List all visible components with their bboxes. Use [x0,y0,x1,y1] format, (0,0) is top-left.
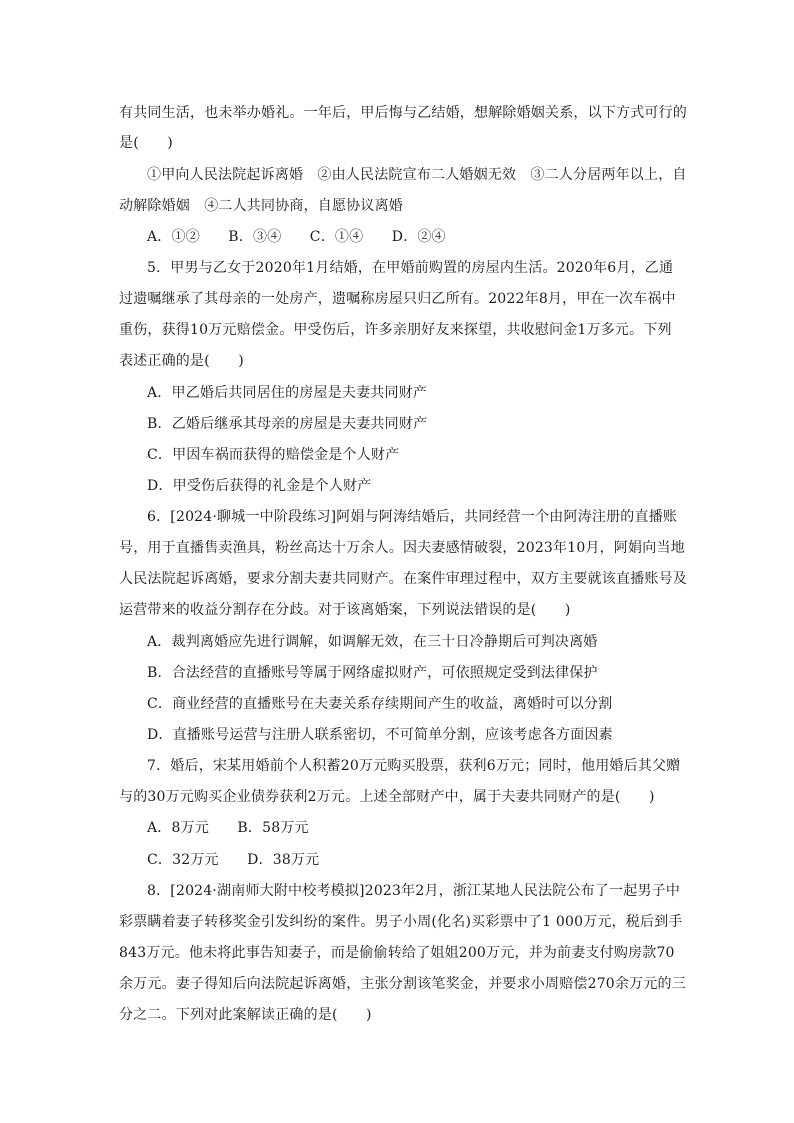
q6-option-c: C．商业经营的直播账号在夫妻关系存续期间产生的收益，离婚时可以分割 [147,696,613,712]
q4-stem-line-1: 有共同生活，也未举办婚礼。一年后，甲后悔与乙结婚，想解除婚姻关系，以下方式可行的 [119,105,687,121]
q4-items-line-2: 动解除婚姻 ④二人共同协商，自愿协议离婚 [119,198,403,214]
q6-option-a: A．裁判离婚应先进行调解，如调解无效，在三十日冷静期后可判决离婚 [147,634,598,650]
q5-stem-line-4: 表述正确的是( ) [119,353,244,369]
q5-stem-line-1: 5．甲男与乙女于2020年1月结婚，在甲婚前购置的房屋内生活。2020年6月，乙通 [147,260,674,276]
q6-option-d: D．直播账号运营与注册人联系密切，不可简单分割，应该考虑各方面因素 [147,727,613,743]
q5-stem-line-3: 重伤，获得10万元赔偿金。甲受伤后，许多亲朋好友来探望，共收慰问金1万多元。下列 [119,322,672,338]
q5-option-b: B．乙婚后继承其母亲的房屋是夫妻共同财产 [147,416,428,432]
q6-stem-line-1: 6．[2024·聊城一中阶段练习]阿娟与阿涛结婚后，共同经营一个由阿涛注册的直播账 [147,509,678,525]
q7-stem-line-1: 7．婚后，宋某用婚前个人积蓄20万元购买股票，获利6万元；同时，他用婚后其父赠 [147,758,681,774]
q5-stem-line-2: 过遗嘱继承了其母亲的一处房产，遗嘱称房屋只归乙所有。2022年8月，甲在一次车祸中 [119,291,676,307]
q6-stem-line-3: 人民法院起诉离婚，要求分割夫妻共同财产。在案件审理过程中，双方主要就该直播账号及 [119,571,687,587]
q8-stem-line-1: 8．[2024·湖南师大附中校考模拟]2023年2月，浙江某地人民法院公布了一起男子中 [147,883,681,899]
q8-stem-line-2: 彩票瞒着妻子转移奖金引发纠纷的案件。男子小周(化名)买彩票中了1 000万元，税后到手 [119,914,683,930]
q4-stem-line-2: 是( ) [119,135,173,151]
q7-stem-line-2: 与的30万元购买企业债券获利2万元。上述全部财产中，属于夫妻共同财产的是( ) [119,789,655,805]
q4-choices: A．①② B．③④ C．①④ D．②④ [147,229,446,245]
q7-choices-line-2: C．32万元 D．38万元 [147,852,320,868]
q6-stem-line-4: 运营带来的收益分割存在分歧。对于该离婚案，下列说法错误的是( ) [119,602,571,618]
q6-option-b: B．合法经营的直播账号等属于网络虚拟财产，可依照规定受到法律保护 [147,665,598,681]
q8-stem-line-4: 余万元。妻子得知后向法院起诉离婚，主张分割该笔奖金，并要求小周赔偿270余万元的三 [119,976,686,992]
q5-option-d: D．甲受伤后获得的礼金是个人财产 [147,478,372,494]
q5-option-a: A．甲乙婚后共同居住的房屋是夫妻共同财产 [147,385,428,401]
q5-option-c: C．甲因车祸而获得的赔偿金是个人财产 [147,447,400,463]
q8-stem-line-3: 843万元。他未将此事告知妻子，而是偷偷转给了姐姐200万元，并为前妻支付购房款70 [119,945,675,961]
q8-stem-line-5: 分之二。下列对此案解读正确的是( ) [119,1007,372,1023]
q7-choices-line-1: A．8万元 B．58万元 [147,820,309,836]
q6-stem-line-2: 号，用于直播售卖渔具，粉丝高达十万余人。因夫妻感情破裂，2023年10月，阿娟向当地 [119,540,685,556]
q4-items-line-1: ①甲向人民法院起诉离婚 ②由人民法院宣布二人婚姻无效 ③二人分居两年以上，自 [147,167,687,183]
